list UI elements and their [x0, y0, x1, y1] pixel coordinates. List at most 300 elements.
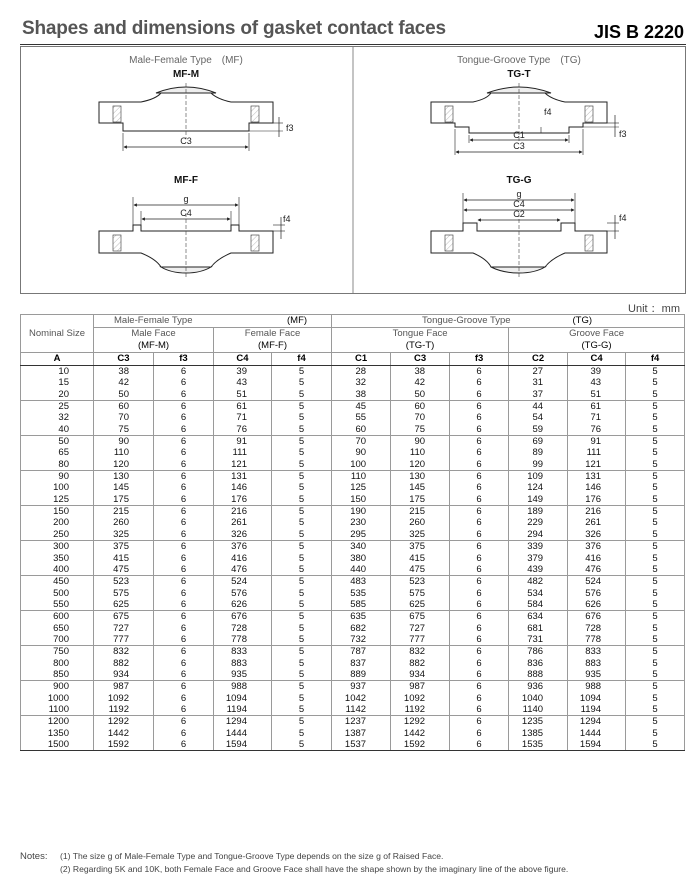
- dimension-cell: 1194: [568, 704, 626, 716]
- dimension-cell: 832: [94, 646, 154, 658]
- dimension-cell: 5: [626, 389, 685, 401]
- dimension-cell: 100: [332, 459, 391, 471]
- dimension-cell: 1192: [391, 704, 450, 716]
- dimension-cell: 131: [568, 471, 626, 483]
- dimension-cell: 90: [391, 436, 450, 448]
- dimension-cell: 27: [509, 366, 568, 378]
- table-row: [21, 681, 685, 693]
- dimension-cell: 5: [626, 716, 685, 728]
- table-row: [21, 377, 685, 388]
- dimension-cell: 6: [154, 634, 214, 646]
- dimension-cell: 5: [272, 517, 332, 528]
- dimension-cell: 778: [214, 634, 272, 646]
- dimension-cell: 5: [272, 564, 332, 576]
- tg-g-g-label: g: [516, 189, 522, 199]
- dimension-cell: 5: [626, 658, 685, 669]
- dimension-cell: 5: [626, 401, 685, 413]
- dimension-cell: 75: [94, 424, 154, 436]
- nominal-size-cell: 550: [21, 599, 94, 611]
- dimension-cell: 934: [391, 669, 450, 681]
- dimension-cell: 833: [568, 646, 626, 658]
- nominal-size-cell: 100: [21, 482, 94, 493]
- dimension-cell: 6: [450, 494, 509, 506]
- tongue-face-header: Tongue Face: [332, 328, 509, 341]
- dimension-cell: 190: [332, 506, 391, 518]
- dimension-cell: 6: [154, 716, 214, 728]
- dimension-cell: 6: [450, 576, 509, 588]
- dimension-cell: 889: [332, 669, 391, 681]
- nominal-size-cell: 1350: [21, 728, 94, 739]
- dimension-cell: 75: [391, 424, 450, 436]
- dimension-cell: 937: [332, 681, 391, 693]
- column-header: C1: [332, 353, 391, 366]
- dimension-cell: 130: [94, 471, 154, 483]
- dimension-cell: 440: [332, 564, 391, 576]
- dimension-cell: 439: [509, 564, 568, 576]
- dimension-cell: 482: [509, 576, 568, 588]
- dimension-cell: 261: [568, 517, 626, 528]
- column-header: f3: [450, 353, 509, 366]
- table-row: [21, 471, 685, 483]
- tg-group-header: Tongue-Groove Type (TG): [332, 315, 685, 328]
- dimension-cell: 6: [154, 704, 214, 716]
- dimension-cell: 50: [391, 389, 450, 401]
- dimension-cell: 787: [332, 646, 391, 658]
- dimension-cell: 42: [94, 377, 154, 388]
- table-row: [21, 658, 685, 669]
- dimension-cell: 475: [391, 564, 450, 576]
- dimension-cell: 121: [214, 459, 272, 471]
- dimension-cell: 6: [154, 728, 214, 739]
- dimension-cell: 5: [272, 739, 332, 751]
- dimension-cell: 5: [626, 482, 685, 493]
- dimension-cell: 634: [509, 611, 568, 623]
- dimension-cell: 476: [568, 564, 626, 576]
- male-face-header: Male Face: [94, 328, 214, 341]
- dimension-cell: 882: [391, 658, 450, 669]
- tongue-face-code: (TG-T): [332, 340, 509, 353]
- nominal-size-cell: 800: [21, 658, 94, 669]
- dimension-cell: 60: [332, 424, 391, 436]
- dimension-cell: 176: [568, 494, 626, 506]
- dimension-cell: 5: [272, 377, 332, 388]
- table-row: [21, 599, 685, 611]
- dimension-cell: 1192: [94, 704, 154, 716]
- dimension-cell: 76: [568, 424, 626, 436]
- mf-f-f4-label: f4: [283, 214, 291, 224]
- dimension-cell: 6: [450, 588, 509, 599]
- female-face-code: (MF-F): [214, 340, 332, 353]
- dimension-cell: 6: [450, 553, 509, 564]
- tg-t-c3-label: C3: [513, 141, 525, 151]
- mf-f-c4-label: C4: [180, 208, 192, 218]
- dimension-cell: 5: [272, 471, 332, 483]
- table-row: [21, 739, 685, 751]
- dimension-cell: 1092: [94, 693, 154, 704]
- dimension-cell: 38: [332, 389, 391, 401]
- dimension-cell: 5: [626, 436, 685, 448]
- dimension-cell: 988: [568, 681, 626, 693]
- dimension-cell: 415: [94, 553, 154, 564]
- dimension-cell: 69: [509, 436, 568, 448]
- dimension-cell: 1592: [94, 739, 154, 751]
- dimension-cell: 987: [94, 681, 154, 693]
- dimension-cell: 5: [626, 611, 685, 623]
- tg-t-f4-label: f4: [544, 107, 552, 117]
- dimension-cell: 45: [332, 401, 391, 413]
- dimension-cell: 5: [626, 693, 685, 704]
- dimension-cell: 44: [509, 401, 568, 413]
- dimension-cell: 99: [509, 459, 568, 471]
- dimension-cell: 5: [272, 401, 332, 413]
- dimension-cell: 6: [450, 377, 509, 388]
- dimension-cell: 585: [332, 599, 391, 611]
- dimension-cell: 6: [450, 447, 509, 458]
- nominal-size-cell: 450: [21, 576, 94, 588]
- dimension-cell: 6: [450, 436, 509, 448]
- dimension-cell: 6: [450, 658, 509, 669]
- dimension-cell: 175: [391, 494, 450, 506]
- table-row: [21, 693, 685, 704]
- dimensions-body: [21, 366, 685, 751]
- dimension-cell: 727: [94, 623, 154, 634]
- dimension-cell: 6: [154, 681, 214, 693]
- groove-face-header: Groove Face: [509, 328, 685, 341]
- dimension-cell: 6: [154, 553, 214, 564]
- dimension-cell: 6: [450, 471, 509, 483]
- dimension-cell: 635: [332, 611, 391, 623]
- dimension-cell: 50: [94, 389, 154, 401]
- dimension-cell: 732: [332, 634, 391, 646]
- dimension-cell: 6: [450, 739, 509, 751]
- dimension-cell: 1594: [568, 739, 626, 751]
- dimension-cell: 6: [450, 681, 509, 693]
- figure-panel: [20, 46, 686, 294]
- table-row: [21, 646, 685, 658]
- dimension-cell: 576: [214, 588, 272, 599]
- dimension-cell: 91: [568, 436, 626, 448]
- dimension-cell: 6: [450, 693, 509, 704]
- dimension-cell: 575: [94, 588, 154, 599]
- dimension-cell: 230: [332, 517, 391, 528]
- dimension-cell: 55: [332, 412, 391, 423]
- dimension-cell: 90: [94, 436, 154, 448]
- nominal-size-cell: 1100: [21, 704, 94, 716]
- mf-m-diagram: [99, 69, 294, 151]
- dimension-cell: 987: [391, 681, 450, 693]
- nominal-size-cell: 250: [21, 529, 94, 541]
- dimension-cell: 523: [391, 576, 450, 588]
- dimension-cell: 5: [272, 506, 332, 518]
- table-row: [21, 576, 685, 588]
- dimension-cell: 5: [272, 716, 332, 728]
- dimension-cell: 145: [94, 482, 154, 493]
- dimension-cell: 61: [214, 401, 272, 413]
- mf-caption: Male-Female Type (MF): [129, 55, 243, 66]
- dimension-cell: 935: [568, 669, 626, 681]
- nominal-size-cell: 10: [21, 366, 94, 378]
- dimension-cell: 6: [154, 517, 214, 528]
- dimension-cell: 294: [509, 529, 568, 541]
- dimension-cell: 109: [509, 471, 568, 483]
- table-row: [21, 541, 685, 553]
- dimension-cell: 6: [154, 377, 214, 388]
- dimension-cell: 70: [332, 436, 391, 448]
- nominal-size-cell: 350: [21, 553, 94, 564]
- dimension-cell: 415: [391, 553, 450, 564]
- column-header: C3: [94, 353, 154, 366]
- dimension-cell: 43: [214, 377, 272, 388]
- dimension-cell: 124: [509, 482, 568, 493]
- dimension-cell: 5: [272, 447, 332, 458]
- dimension-cell: 120: [391, 459, 450, 471]
- dimension-cell: 1292: [94, 716, 154, 728]
- dimension-cell: 675: [391, 611, 450, 623]
- dimension-cell: 1142: [332, 704, 391, 716]
- dimension-cell: 5: [626, 681, 685, 693]
- unit-label: Unit ：mm: [628, 303, 680, 315]
- dimension-cell: 1235: [509, 716, 568, 728]
- nominal-size-cell: 400: [21, 564, 94, 576]
- dimension-cell: 39: [214, 366, 272, 378]
- dimension-cell: 6: [154, 693, 214, 704]
- dimension-cell: 416: [568, 553, 626, 564]
- dimension-cell: 5: [272, 389, 332, 401]
- dimension-cell: 1442: [391, 728, 450, 739]
- nominal-size-cell: 750: [21, 646, 94, 658]
- dimension-cell: 6: [154, 459, 214, 471]
- dimension-cell: 727: [391, 623, 450, 634]
- nominal-size-cell: 1200: [21, 716, 94, 728]
- dimension-cell: 936: [509, 681, 568, 693]
- dimension-cell: 5: [272, 553, 332, 564]
- page-title: Shapes and dimensions of gasket contact faces: [22, 18, 446, 39]
- dimension-cell: 39: [568, 366, 626, 378]
- dimension-cell: 476: [214, 564, 272, 576]
- dimension-cell: 380: [332, 553, 391, 564]
- dimension-cell: 883: [214, 658, 272, 669]
- table-row: [21, 623, 685, 634]
- dimension-cell: 145: [391, 482, 450, 493]
- dimension-cell: 6: [154, 412, 214, 423]
- nominal-size-cell: 65: [21, 447, 94, 458]
- dimension-cell: 149: [509, 494, 568, 506]
- dimension-cell: 5: [272, 728, 332, 739]
- dimension-cell: 6: [154, 669, 214, 681]
- dimension-cell: 1387: [332, 728, 391, 739]
- table-row: [21, 424, 685, 436]
- column-header: f3: [154, 353, 214, 366]
- dimension-cell: 38: [94, 366, 154, 378]
- tg-g-c2-label: C2: [513, 209, 525, 219]
- dimension-cell: 325: [94, 529, 154, 541]
- dimension-cell: 682: [332, 623, 391, 634]
- dimension-cell: 988: [214, 681, 272, 693]
- dimension-cell: 6: [154, 366, 214, 378]
- dimension-cell: 5: [626, 599, 685, 611]
- dimension-cell: 5: [626, 424, 685, 436]
- dimension-cell: 6: [450, 401, 509, 413]
- table-row: [21, 436, 685, 448]
- header-rule: [20, 44, 686, 45]
- dimension-cell: 6: [154, 658, 214, 669]
- dimension-cell: 111: [214, 447, 272, 458]
- dimension-cell: 1385: [509, 728, 568, 739]
- dimension-cell: 778: [568, 634, 626, 646]
- dimension-cell: 833: [214, 646, 272, 658]
- mf-f-g-label: g: [183, 194, 189, 204]
- column-header: C4: [568, 353, 626, 366]
- dimension-cell: 1537: [332, 739, 391, 751]
- mf-m-title: MF-M: [172, 69, 200, 80]
- table-row: [21, 634, 685, 646]
- dimension-cell: 837: [332, 658, 391, 669]
- dimension-cell: 1140: [509, 704, 568, 716]
- column-header: C4: [214, 353, 272, 366]
- column-header: A: [21, 353, 94, 366]
- dimension-cell: 5: [626, 564, 685, 576]
- dimension-cell: 6: [154, 471, 214, 483]
- mf-m-c3-label: C3: [180, 136, 192, 146]
- dimension-cell: 5: [272, 681, 332, 693]
- dimension-cell: 90: [332, 447, 391, 458]
- dimension-cell: 5: [272, 366, 332, 378]
- dimension-cell: 340: [332, 541, 391, 553]
- dimension-cell: 54: [509, 412, 568, 423]
- groove-face-code: (TG-G): [509, 340, 685, 353]
- table-row: [21, 716, 685, 728]
- dimension-cell: 524: [568, 576, 626, 588]
- dimension-cell: 5: [272, 459, 332, 471]
- dimension-cell: 6: [154, 576, 214, 588]
- nominal-size-cell: 900: [21, 681, 94, 693]
- dimension-cell: 575: [391, 588, 450, 599]
- dimension-cell: 6: [450, 517, 509, 528]
- dimension-cell: 6: [154, 599, 214, 611]
- dimension-cell: 110: [391, 447, 450, 458]
- dimension-cell: 1594: [214, 739, 272, 751]
- dimension-cell: 5: [272, 669, 332, 681]
- dimension-cell: 626: [214, 599, 272, 611]
- nominal-size-cell: 15: [21, 377, 94, 388]
- table-row: [21, 412, 685, 423]
- mf-f-diagram: [99, 175, 291, 279]
- dimension-cell: 38: [391, 366, 450, 378]
- dimension-cell: 1444: [214, 728, 272, 739]
- dimension-cell: 1094: [568, 693, 626, 704]
- dimension-cell: 1592: [391, 739, 450, 751]
- dimension-cell: 295: [332, 529, 391, 541]
- dimension-cell: 1194: [214, 704, 272, 716]
- nominal-size-cell: 25: [21, 401, 94, 413]
- gasket-dimensions-table: [20, 314, 685, 751]
- dimension-cell: 379: [509, 553, 568, 564]
- dimension-cell: 51: [568, 389, 626, 401]
- tg-caption: Tongue-Groove Type (TG): [457, 55, 581, 66]
- dimension-cell: 524: [214, 576, 272, 588]
- dimension-cell: 6: [154, 541, 214, 553]
- dimension-cell: 326: [214, 529, 272, 541]
- nominal-size-cell: 90: [21, 471, 94, 483]
- tg-g-f4-label: f4: [619, 213, 627, 223]
- tg-g-c4-label: C4: [513, 199, 525, 209]
- nominal-size-cell: 40: [21, 424, 94, 436]
- dimension-cell: 6: [450, 704, 509, 716]
- dimension-cell: 777: [94, 634, 154, 646]
- dimension-cell: 934: [94, 669, 154, 681]
- dimension-cell: 175: [94, 494, 154, 506]
- dimension-cell: 326: [568, 529, 626, 541]
- dimension-cell: 6: [450, 728, 509, 739]
- dimension-cell: 5: [626, 366, 685, 378]
- dimension-cell: 5: [272, 658, 332, 669]
- dimension-cell: 5: [272, 588, 332, 599]
- mf-m-f3-label: f3: [286, 123, 294, 133]
- dimension-cell: 888: [509, 669, 568, 681]
- dimension-cell: 5: [626, 471, 685, 483]
- dimension-cell: 6: [154, 564, 214, 576]
- dimension-cell: 6: [450, 634, 509, 646]
- dimension-cell: 676: [214, 611, 272, 623]
- dimension-cell: 5: [272, 529, 332, 541]
- dimension-cell: 882: [94, 658, 154, 669]
- dimension-cell: 5: [272, 576, 332, 588]
- dimension-cell: 5: [626, 704, 685, 716]
- nominal-size-cell: 1000: [21, 693, 94, 704]
- dimension-cell: 1042: [332, 693, 391, 704]
- nominal-size-header: Nominal Size: [21, 315, 94, 353]
- dimension-cell: 146: [214, 482, 272, 493]
- dimension-cell: 216: [214, 506, 272, 518]
- dimension-cell: 5: [272, 541, 332, 553]
- column-header-row: [21, 353, 685, 366]
- dimension-cell: 836: [509, 658, 568, 669]
- dimension-cell: 325: [391, 529, 450, 541]
- table-row: [21, 366, 685, 378]
- dimension-cell: 786: [509, 646, 568, 658]
- dimension-cell: 43: [568, 377, 626, 388]
- dimension-cell: 5: [272, 494, 332, 506]
- dimension-cell: 130: [391, 471, 450, 483]
- dimension-cell: 731: [509, 634, 568, 646]
- dimension-cell: 416: [214, 553, 272, 564]
- dimension-cell: 584: [509, 599, 568, 611]
- dimension-cell: 1292: [391, 716, 450, 728]
- nominal-size-cell: 300: [21, 541, 94, 553]
- table-row: [21, 506, 685, 518]
- dimension-cell: 71: [568, 412, 626, 423]
- dimension-cell: 6: [154, 739, 214, 751]
- table-row: [21, 459, 685, 471]
- dimension-cell: 5: [272, 436, 332, 448]
- dimension-cell: 5: [272, 693, 332, 704]
- dimension-cell: 1094: [214, 693, 272, 704]
- dimension-cell: 1092: [391, 693, 450, 704]
- nominal-size-cell: 500: [21, 588, 94, 599]
- dimension-cell: 216: [568, 506, 626, 518]
- dimension-cell: 110: [94, 447, 154, 458]
- dimension-cell: 189: [509, 506, 568, 518]
- dimension-cell: 5: [272, 424, 332, 436]
- dimension-cell: 76: [214, 424, 272, 436]
- nominal-size-cell: 200: [21, 517, 94, 528]
- nominal-size-cell: 850: [21, 669, 94, 681]
- dimension-cell: 5: [272, 634, 332, 646]
- table-row: [21, 669, 685, 681]
- dimension-cell: 5: [626, 529, 685, 541]
- dimension-cell: 483: [332, 576, 391, 588]
- dimension-cell: 6: [450, 366, 509, 378]
